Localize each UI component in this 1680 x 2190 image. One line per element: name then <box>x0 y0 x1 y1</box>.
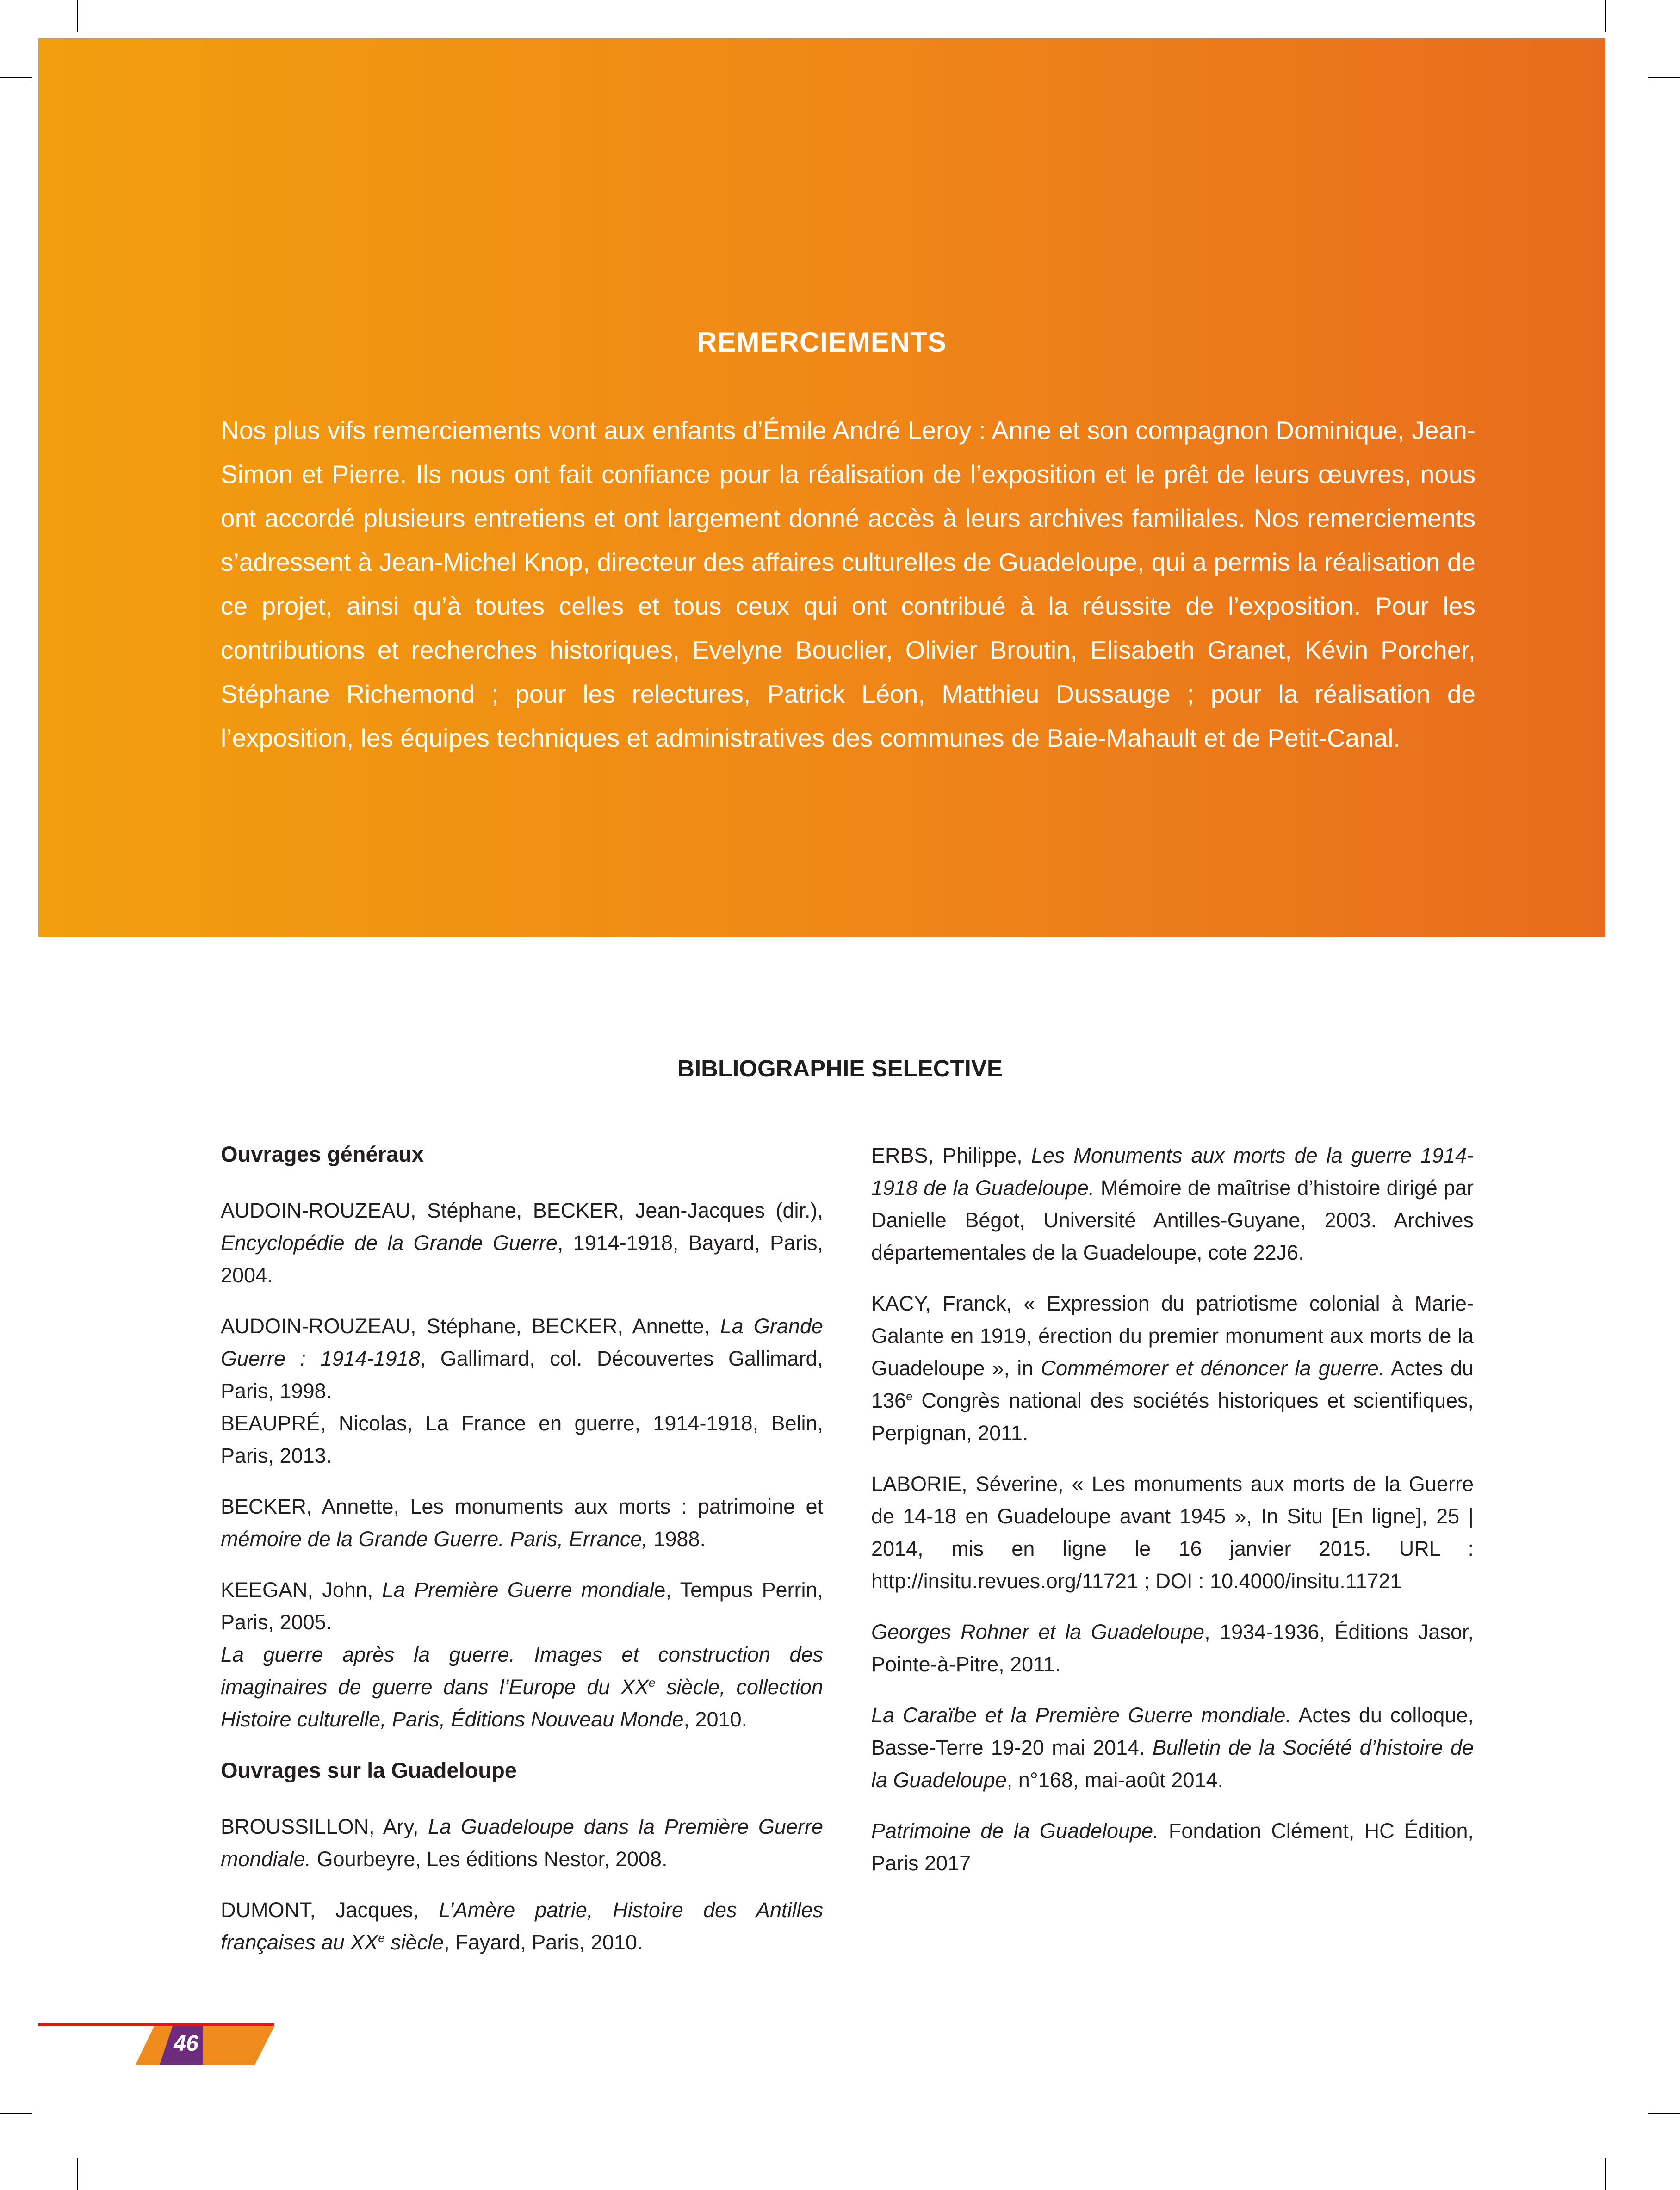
acknowledgements-title: REMERCIEMENTS <box>697 327 947 358</box>
section-heading-guadeloupe: Ouvrages sur la Guadeloupe <box>221 1758 517 1782</box>
bibliography-entry: La guerre après la guerre. Images et construction des imaginaires de guerre dans l’Europe du XXe siècle, collection Histoire culturelle, Paris, Éditions Nouveau Monde, 2010. <box>221 1643 823 1731</box>
crop-mark <box>1648 77 1680 78</box>
tab-red-line <box>38 2023 274 2026</box>
crop-mark <box>1605 2158 1606 2190</box>
crop-mark <box>77 2158 78 2190</box>
bibliography-entry: BEAUPRÉ, Nicolas, La France en guerre, 1914-1918, Belin, Paris, 2013. <box>221 1411 823 1467</box>
acknowledgements-text: Nos plus vifs remerciements vont aux enfants d’Émile André Leroy : Anne et son compagnon Dominique, Jean-Simon et Pierre. Ils nous ont fait confiance pour la réalisation de l’exposition et le prêt de leurs œuvres, nous ont accordé plusieurs entretiens et ont largement donné accès à leurs archives familiales. Nos remerciements s’adressent à Jean-Michel Knop, directeur des affaires culturelles de Guadeloupe, qui a permis la réalisation de ce projet, ainsi qu’à toutes celles et tous ceux qui ont contribué à la réussite de l’exposition. Pour les contributions et recherches historiques, Evelyne Bouclier, Olivier Broutin, Elisabeth Granet, Kévin Porcher, Stéphane Richemond ; pour les relectures, Patrick Léon, Matthieu Dussauge ; pour la réalisation de l’exposition, les équipes techniques et administratives des communes de Baie-Mahault et de Petit-Canal. <box>221 416 1475 752</box>
bibliography-entry: AUDOIN-ROUZEAU, Stéphane, BECKER, Jean-Jacques (dir.), Encyclopédie de la Grande Guerre, 1914-1918, Bayard, Paris, 2004. <box>221 1199 823 1287</box>
bibliography-entry: Patrimoine de la Guadeloupe. Fondation Clément, HC Édition, Paris 2017 <box>871 1819 1474 1875</box>
bibliography-entry: La Caraïbe et la Première Guerre mondiale. Actes du colloque, Basse-Terre 19-20 mai 2014. Bulletin de la Société d’histoire de la Guadeloupe, n°168, mai-août 2014. <box>871 1703 1474 1792</box>
bibliography-entry: DUMONT, Jacques, L’Amère patrie, Histoire des Antilles françaises au XXe siècle, Fayard, Paris, 2010. <box>221 1898 823 1954</box>
bibliography-entry: BROUSSILLON, Ary, La Guadeloupe dans la Première Guerre mondiale. Gourbeyre, Les éditions Nestor, 2008. <box>221 1815 823 1871</box>
bibliography-entry: KEEGAN, John, La Première Guerre mondiale, Tempus Perrin, Paris, 2005. <box>221 1578 823 1634</box>
bibliography-entry: AUDOIN-ROUZEAU, Stéphane, BECKER, Annette, La Grande Guerre : 1914-1918, Gallimard, col. Découvertes Gallimard, Paris, 1998. <box>221 1314 824 1403</box>
bibliography-right-column <box>871 1139 1474 1898</box>
section-heading-general: Ouvrages généraux <box>221 1142 424 1166</box>
crop-mark <box>1605 0 1606 32</box>
acknowledgements-banner <box>38 38 1605 937</box>
crop-mark <box>1648 2113 1680 2114</box>
bibliography-entry: Georges Rohner et la Guadeloupe, 1934-1936, Éditions Jasor, Pointe-à-Pitre, 2011. <box>871 1620 1474 1676</box>
tab-orange-shape <box>136 2026 274 2065</box>
crop-mark <box>77 0 78 32</box>
bibliography-left-column <box>221 1138 823 1977</box>
bibliography-entry: LABORIE, Séverine, « Les monuments aux morts de la Guerre de 14-18 en Guadeloupe avant 1945 », In Situ [En ligne], 25 | 2014, mis en ligne le 16 janvier 2015. URL : http://insitu.revues.org/11721 ; DOI : 10.4000/insitu.11721 <box>871 1472 1474 1593</box>
bibliography-entry: BECKER, Annette, Les monuments aux morts : patrimoine et mémoire de la Grande Guerre. Paris, Errance, 1988. <box>221 1495 823 1551</box>
bibliography-entry: KACY, Franck, « Expression du patriotisme colonial à Marie-Galante en 1919, érection du premier monument aux morts de la Guadeloupe », in Commémorer et dénoncer la guerre. Actes du 136e Congrès national des sociétés historiques et scientifiques, Perpignan, 2011. <box>871 1292 1474 1445</box>
bibliography-title: BIBLIOGRAPHIE SELECTIVE <box>677 1055 1003 1082</box>
crop-mark <box>0 77 32 78</box>
page-number: 46 <box>174 2031 198 2056</box>
bibliography-entry: ERBS, Philippe, Les Monuments aux morts de la guerre 1914-1918 de la Guadeloupe. Mémoire de maîtrise d’histoire dirigé par Danielle Bégot, Université Antilles-Guyane, 2003. Archives départementales de la Guadeloupe, cote 22J6. <box>871 1144 1474 1264</box>
crop-mark <box>0 2113 32 2114</box>
page-number-tab <box>38 2023 274 2065</box>
